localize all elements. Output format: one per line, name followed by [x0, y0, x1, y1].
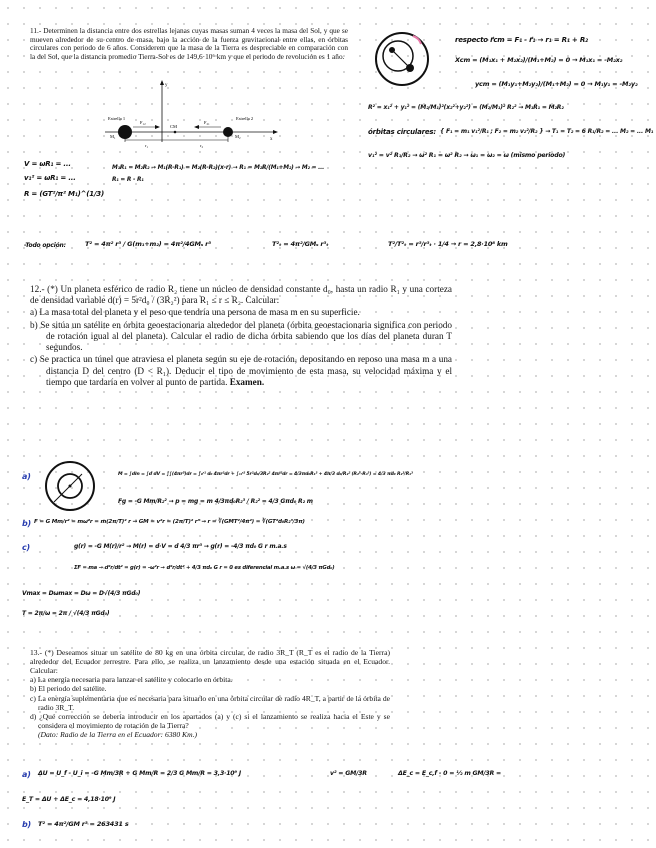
problem-12-item-c — [30, 354, 452, 388]
binary-star-diagram — [100, 80, 280, 152]
planet-sketch — [40, 458, 100, 514]
p13-work-a-label: a) — [22, 770, 31, 779]
p11-result: T²/T²ₜ = r³/r³ₜ · 1/4 → r = 2,8·10⁸ km — [388, 240, 508, 248]
star-1 — [118, 125, 132, 139]
p13-work-a-2: v² = GM/3R — [330, 770, 367, 777]
p12-work-a-2: Fg = -G Mm/R₂² → p = mg = m 4/3πd₀R₂³ / R₂² = 4/3 Gπd₀ R₂ m — [118, 498, 313, 505]
p11-opcion-label: -Todo opción: — [24, 242, 66, 249]
orbit-sketch — [368, 28, 438, 90]
p11-work-right-4: R² = x₁² + y₁² = (M₂/M₁)²(x₂²+y₂²) = (M₂/M₁)² R₂² → M₁R₁ = M₂R₂ — [368, 104, 564, 111]
cm-label: CM — [170, 124, 178, 129]
p11-work-left-2: v₁² = ωR₁ = ... — [24, 174, 76, 182]
p13-work-a-3: ΔE_c = E_c,f - 0 = ½ m GM/3R = — [398, 770, 502, 777]
p12-work-c-1: g(r) = -G M(r)/r² → M(r) = d·V = d 4/3 πr³ → g(r) = -4/3 πd₀ G r m.a.s — [74, 543, 287, 550]
p12-work-a-1: M = ∫dm = ∫d dV = ∫∫(4πr²)dr = ∫₀ʳ¹ d₀ 4πr²dr + ∫ᵣ₁ʳ² 5r²d₀/3R₂² 4πr²dr = 4/3πd₀R₁³ + 4π/3 d₀/R₂² (R₂⁵-R₁⁵) = 4/3 πd₀ R₂³/R₁³ — [118, 472, 413, 477]
star-2-label: Estrella 2 — [236, 116, 254, 121]
r2-label: r₂ — [200, 143, 204, 148]
p12-work-c-label: c) — [22, 543, 30, 552]
force-21-label: F₂₁ — [204, 120, 210, 125]
r1-label: r₁ — [145, 143, 149, 148]
p13-work-b-1: T² = 4π²/GM r³ = 263431 s — [38, 820, 129, 828]
problem-12-item-a: a) La masa total del planeta y el peso que tendría una persona de masa m en su superficie. — [30, 307, 360, 318]
m2-label: M₂ — [235, 134, 241, 139]
p11-work-left-3: R = (GT²/π² M₁)^(1/3) — [24, 190, 104, 198]
problem-12-item-b: b) Se sitúa un satélite en órbita geoestacionaria alrededor del planeta (órbita geoestacionaria significa con periodo de rotación igual al del planeta). Calcular el radio de dicha órbita sabiendo que los días del planeta duran T segundos. — [30, 319, 452, 353]
star-2 — [223, 127, 233, 137]
p13-work-b-label: b) — [22, 820, 31, 829]
p13-work-a-4: E_T = ΔU + ΔE_c = 4,18·10⁹ J — [22, 796, 116, 803]
p12-work-a-label: a) — [22, 472, 31, 481]
p11-work-mid-1: M₁R₁ = M₂R₂ → M₁(R-R₁) = M₂(R-R₂)(x-r) → R₁ = M₂R/(M₁+M₂) → M₂ = ... — [112, 165, 325, 171]
p11-work-left-1: V = ωR₁ = ... — [24, 160, 71, 168]
problem-13-item-b: b) El periodo del satélite. — [30, 684, 107, 694]
p11-earth-formula: T²ₜ = 4π²/GMₛ r³ₜ — [272, 240, 329, 248]
problem-12-statement — [30, 284, 452, 388]
p11-work-right-6: v₁² = v² R₁/R₂ → ω² R₁ = ω² R₂ → ω₁ = ω₂ = ω (mismo periodo) — [368, 152, 566, 159]
p12-work-b-1: F = G Mm/r² = mω²r = m(2π/T)² r → GM = v²r = (2π/T)² r³ → r = ∛(GMT²/4π²) = ∛(GT²d₀R₂³/3π) — [34, 519, 305, 525]
p13-work-a-1: ΔU = U_f - U_i = -G Mm/3R + G Mm/R = 2/3 G Mm/R = 3,3·10⁹ J — [38, 770, 241, 777]
p11-work-right-3: ycm = (M₁y₁+M₂y₂)/(M₁+M₂) = 0 → M₁y₁ = -M₂y₂ — [475, 80, 638, 88]
p11-opcion-formula: T² = 4π² r³ / G(m₁+m₂) = 4π²/4GMₛ r³ — [85, 240, 211, 248]
exam-label: Examen. — [229, 376, 265, 387]
p11-work-right-5: { F₁ = m₁ v₁²/R₁ ; F₂ = m₂ v₂²/R₂ } → T₁ = T₂ = 6 R₁/R₂ = ... M₂ = ... M₁ — [440, 128, 654, 135]
problem-13-item-a: a) La energía necesaria para lanzar el satélite y colocarlo en órbita. — [30, 675, 233, 685]
problem-13-intro: 13.- (*) Deseamos situar un satélite de 80 kg en una órbita circular, de radio 3R_T (R_T es el radio de la Tierra) alrededor del Ecuador terrestre. Para ello, se realiza un lanzamiento desde una estación situada en el Ecuador. Calcular: — [30, 648, 390, 676]
force-12-label: F₁₂ — [140, 120, 146, 125]
p11-work-right-2: Xcm = (M₁x₁ + M₂x₂)/(M₁+M₂) = 0 → M₁x₁ = -M₂x₂ — [455, 56, 623, 64]
star-1-label: Estrella 1 — [108, 116, 126, 121]
problem-13-item-d: d) ¿Qué corrección se debería introducir en los apartados (a) y (c) si el lanzamiento se realiza hacia el Este y se considera el movimiento de rotación de la Tierra? — [30, 711, 390, 730]
m1-label: M₁ — [110, 134, 116, 139]
x-axis-label: x — [270, 137, 273, 142]
p11-work-mid-2: R₁ = R - R₁ — [112, 177, 144, 183]
p12-work-b-label: b) — [22, 519, 31, 528]
p11-work-right-5-label: órbitas circulares: — [368, 128, 436, 136]
problem-13-item-c: c) La energía suplementaria que es necesaria para situarlo en una órbita circular de radio 4R_T, a partir de la órbita de radio 3R_T. — [30, 693, 390, 712]
problem-11-statement — [30, 27, 348, 61]
problem-13-statement — [30, 648, 390, 739]
p12-work-c-2: ΣF = ma → d²r/dt² = g(r) = -ω²r → d²r/dt² + 4/3 πd₀ G r = 0 es diferencial m.a.s ω = √(4/3 πGd₀) — [74, 565, 335, 571]
y-axis-label: y — [165, 83, 168, 88]
p12-vmax: Vmax = Dωmax = Dω = D√(4/3 πGd₀) — [22, 590, 141, 597]
problem-12-item-c-text: c) Se practica un túnel que atraviesa el planeta según su eje de rotación, depositando en reposo una masa m a una distancia D del centro (D < R₁). Deducir el tipo de movimiento de esta masa, su velocidad máxima y el tiempo que tardaría en volver al punto de partida. — [30, 354, 452, 387]
p11-work-right-1: respecto r⃗cm = F₁ - r⃗₁ → r₁ = R₁ + R₂ — [455, 36, 588, 44]
problem-11-text: 11.- Determinen la distancia entre dos estrellas lejanas cuyas masas suman 4 veces la masa del Sol, y que se mueven alrededor de su centro de masa, bajo la acción de la fuerza gravitacional entre ellas, en órbitas circulares con periodo de 6 años. Considerem que la masa de la Tierra es despreciable en comparación con la del Sol, que la distancia promedio Tierra-Sol es de 149,6·10⁶ km y que el periodo de revolución es 1 año. — [30, 26, 348, 61]
problem-12-intro: 12.- (*) Un planeta esférico de radio R₂ tiene un núcleo de densidad constante d₀, hasta un radio R₁ y una corteza de densidad variable d(r) = 5r²d₀ / (3R₂²) para R₁ ≤ r ≤ R₂. Calcular: — [30, 284, 452, 306]
p12-period: T = 2π/ω = 2π / √(4/3 πGd₀) — [22, 610, 110, 617]
problem-13-dato: (Dato: Radio de la Tierra en el Ecuador: 6380 Km.) — [38, 729, 198, 739]
